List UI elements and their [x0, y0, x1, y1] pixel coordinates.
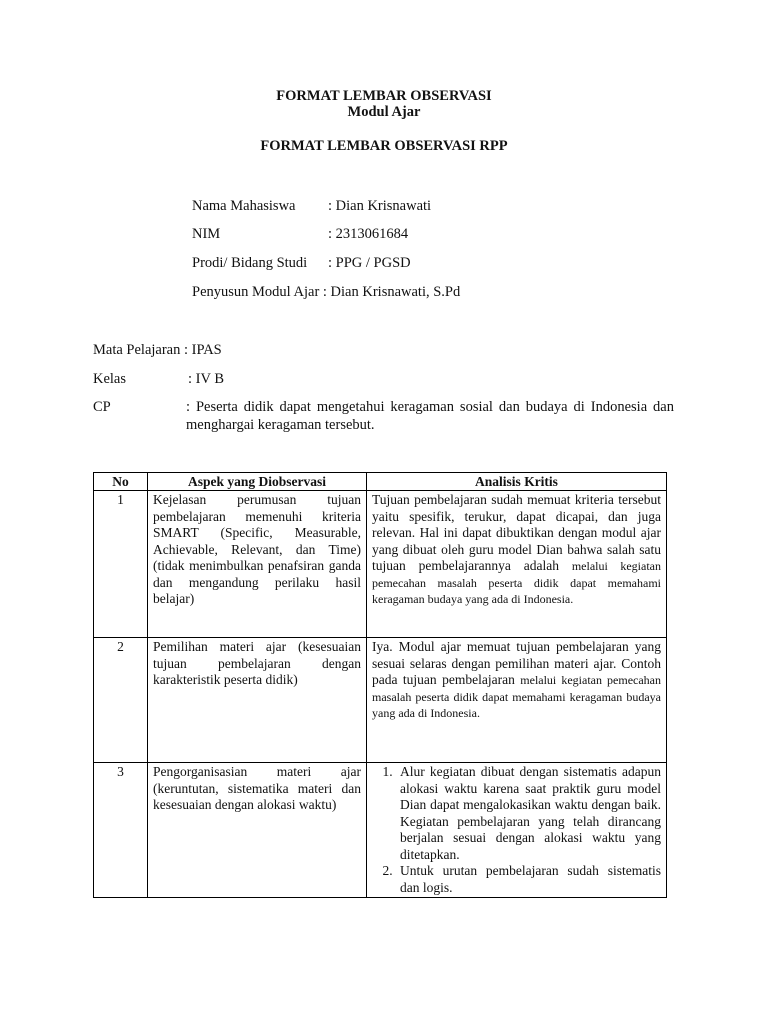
document-title: FORMAT LEMBAR OBSERVASI — [276, 88, 492, 104]
analisis-list — [372, 764, 661, 896]
analisis-text: Iya. Modul ajar memuat tujuan pembelajaran yang sesuai selaras dengan pemilihan materi ajar. Contoh pada tujuan pembelajaran — [372, 639, 661, 687]
analisis-cell — [367, 491, 667, 638]
mapel-line: Mata Pelajaran : IPAS — [93, 342, 222, 358]
row-number: 3 — [94, 763, 148, 898]
row-number: 1 — [94, 491, 148, 638]
list-item: 1. Alur kegiatan dibuat dengan sistematis adapun alokasi waktu karena saat praktik guru model Dian dapat mengalokasikan waktu dengan baik. Kegiatan pembelajaran yang telah dirancang berjalan sesuai dengan alokasi waktu yang ditetapkan. — [396, 764, 661, 863]
analisis-quote: melalui kegiatan pemecahan masalah peserta didik dapat memahami keragaman budaya yang ada di Indonesia. — [372, 673, 662, 720]
table-row — [94, 491, 667, 638]
table-row — [94, 638, 667, 763]
aspek-cell: Pemilihan materi ajar (kesesuaian tujuan pembelajaran dengan karakteristik peserta didik) — [148, 638, 367, 763]
analisis-text: Tujuan pembelajaran sudah memuat kriteria tersebut yaitu spesifik, terukur, dapat dicapai, dan juga relevan. Hal ini dapat dibuktikan dengan modul ajar yang dibuat oleh guru model Dian bahwa salah satu tujuan pembelajarannya adalah — [372, 492, 661, 573]
cp-text: : Peserta didik dapat mengetahui keragaman sosial dan budaya di Indonesia dan menghargai keragaman tersebut. — [186, 399, 674, 433]
kelas-value: : IV B — [188, 371, 224, 387]
observation-table — [93, 472, 667, 898]
document-title-rpp: FORMAT LEMBAR OBSERVASI RPP — [260, 138, 508, 154]
aspek-cell: Kejelasan perumusan tujuan pembelajaran memenuhi kriteria SMART (Specific, Measurable, Achievable, Relevant, dan Time) (tidak menimbulkan penafsiran ganda dan mengandung perilaku hasil belajar) — [148, 491, 367, 638]
header-analisis: Analisis Kritis — [367, 473, 667, 491]
nim-value: : 2313061684 — [328, 226, 409, 242]
analisis-cell — [367, 638, 667, 763]
prodi-value: : PPG / PGSD — [328, 255, 411, 271]
kelas-label: Kelas — [93, 371, 127, 387]
table-header-row — [94, 473, 667, 491]
list-item: 2. Untuk urutan pembelajaran sudah sistematis dan logis. — [396, 863, 661, 896]
header-no: No — [94, 473, 148, 491]
prodi-label: Prodi/ Bidang Studi — [192, 255, 308, 271]
penyusun-line: Penyusun Modul Ajar : Dian Krisnawati, S.Pd — [192, 284, 461, 300]
row-number: 2 — [94, 638, 148, 763]
nama-value: : Dian Krisnawati — [328, 198, 432, 214]
aspek-cell: Pengorganisasian materi ajar (keruntutan, sistematika materi dan kesesuaian dengan alokasi waktu) — [148, 763, 367, 898]
document-subtitle: Modul Ajar — [347, 104, 421, 120]
cp-label: CP — [93, 399, 111, 415]
nim-label: NIM — [192, 226, 221, 242]
analisis-quote: melalui kegiatan pemecahan masalah peserta didik dapat memahami keragaman budaya yang ada di Indonesia. — [372, 559, 661, 606]
table-row — [94, 763, 667, 898]
header-aspek: Aspek yang Diobservasi — [148, 473, 367, 491]
analisis-cell — [367, 763, 667, 898]
nama-label: Nama Mahasiswa — [192, 198, 296, 214]
